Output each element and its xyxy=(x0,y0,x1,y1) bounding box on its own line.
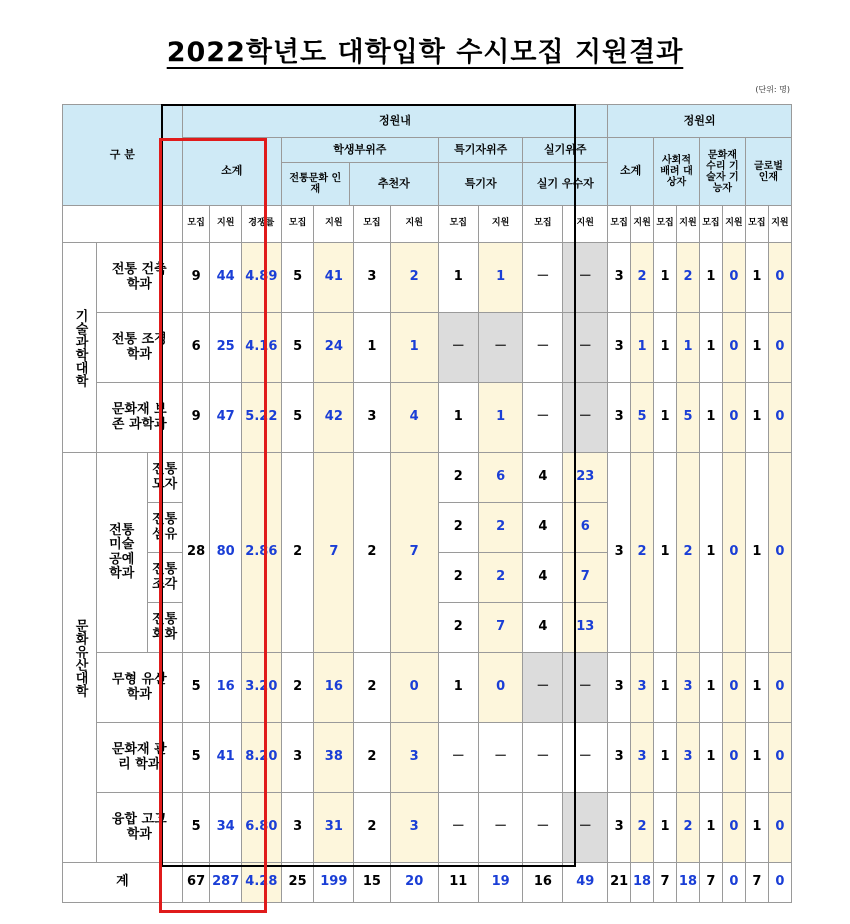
college-tech: 기술과학대학 xyxy=(63,243,97,453)
table-cell: 1 xyxy=(438,383,478,453)
table-cell: 1 xyxy=(745,313,768,383)
table-cell: 21 xyxy=(608,863,631,903)
table-cell: 5 xyxy=(677,383,700,453)
table-cell: 1 xyxy=(654,243,677,313)
table-cell: 49 xyxy=(563,863,608,903)
table-cell: － xyxy=(523,383,563,453)
table-row xyxy=(63,653,792,723)
table-cell: 1 xyxy=(745,243,768,313)
header-row-units xyxy=(63,206,792,243)
table-cell: 11 xyxy=(438,863,478,903)
unit-label: (단위: 명) xyxy=(755,85,790,94)
table-cell: 2 xyxy=(281,653,314,723)
header-student-record-group xyxy=(281,138,438,206)
table-cell: 42 xyxy=(314,383,354,453)
table-cell: 34 xyxy=(210,793,241,863)
table-cell: 1 xyxy=(699,653,722,723)
table-cell: 2 xyxy=(354,653,390,723)
header-out-subtotal: 소계 xyxy=(608,138,654,206)
table-cell: 6.80 xyxy=(241,793,281,863)
total-row xyxy=(63,863,792,903)
header-practical: 실기위주 xyxy=(523,138,607,163)
table-cell: 2 xyxy=(438,553,478,603)
table-cell: 2 xyxy=(390,243,438,313)
table-cell: 1 xyxy=(654,723,677,793)
table-cell: － xyxy=(563,383,608,453)
table-cell: 0 xyxy=(722,243,745,313)
table-cell: 1 xyxy=(478,243,523,313)
table-cell: 2 xyxy=(677,793,700,863)
dept-name: 문화재 관리 학과 xyxy=(96,723,182,793)
table-cell: 4 xyxy=(523,553,563,603)
table-cell: 5.22 xyxy=(241,383,281,453)
col-apply: 지원 xyxy=(631,206,654,243)
table-cell: 7 xyxy=(563,553,608,603)
table-cell: 1 xyxy=(699,793,722,863)
table-cell: 0 xyxy=(722,313,745,383)
table-cell: 2 xyxy=(631,453,654,653)
table-cell: 3 xyxy=(354,243,390,313)
header-gubun: 구 분 xyxy=(63,105,183,206)
header-talent: 특기자 xyxy=(464,176,497,190)
table-cell: 0 xyxy=(390,653,438,723)
table-cell: 41 xyxy=(210,723,241,793)
table-cell: 2 xyxy=(354,723,390,793)
table-cell: 1 xyxy=(354,313,390,383)
header-subtotal: 소계 xyxy=(182,138,281,206)
table-cell: 1 xyxy=(390,313,438,383)
table-cell: 6 xyxy=(478,453,523,503)
table-cell: 18 xyxy=(631,863,654,903)
table-cell: 0 xyxy=(768,383,791,453)
header-blank xyxy=(63,206,183,243)
table-cell: 5 xyxy=(182,723,210,793)
table-row xyxy=(63,383,792,453)
table-cell: 0 xyxy=(768,793,791,863)
table-cell: 1 xyxy=(745,383,768,453)
dept-name: 문화재 보존 과학과 xyxy=(96,383,182,453)
header-trad-culture: 전통문화 인재 xyxy=(282,163,350,205)
table-cell: 0 xyxy=(722,383,745,453)
header-practical-top: 실기 우수자 xyxy=(536,176,594,190)
table-row xyxy=(63,313,792,383)
col-recruit: 모집 xyxy=(654,206,677,243)
col-apply: 지원 xyxy=(722,206,745,243)
table-cell: － xyxy=(438,313,478,383)
col-apply: 지원 xyxy=(478,206,523,243)
table-cell: 1 xyxy=(654,793,677,863)
table-cell: － xyxy=(523,243,563,313)
table-cell: 3 xyxy=(281,793,314,863)
page-title-text: 2022학년도 대학입학 수시모집 지원결과 xyxy=(166,37,684,68)
table-cell: 2 xyxy=(438,503,478,553)
table-cell: 16 xyxy=(523,863,563,903)
table-cell: 3 xyxy=(677,653,700,723)
table-cell: 1 xyxy=(745,453,768,653)
table-cell: 3 xyxy=(281,723,314,793)
col-recruit: 모집 xyxy=(438,206,478,243)
table-cell: 2 xyxy=(478,553,523,603)
dept-name: 무형 유산 학과 xyxy=(96,653,182,723)
table-cell: 1 xyxy=(631,313,654,383)
table-cell: 3 xyxy=(608,723,631,793)
table-cell: 7 xyxy=(654,863,677,903)
header-special-talent-group xyxy=(438,138,523,206)
col-ratio: 경쟁률 xyxy=(241,206,281,243)
table-cell: 1 xyxy=(654,653,677,723)
col-apply: 지원 xyxy=(563,206,608,243)
table-cell: 1 xyxy=(699,383,722,453)
table-cell: 1 xyxy=(438,243,478,313)
table-cell: 3 xyxy=(608,453,631,653)
table-cell: 9 xyxy=(182,383,210,453)
table-cell: 7 xyxy=(478,603,523,653)
table-cell: 4 xyxy=(523,453,563,503)
table-cell: 25 xyxy=(281,863,314,903)
sub-major: 전통 섬유 xyxy=(147,503,182,553)
table-row xyxy=(63,243,792,313)
table-cell: 3.20 xyxy=(241,653,281,723)
table-cell: 0 xyxy=(722,653,745,723)
table-cell: 0 xyxy=(722,863,745,903)
table-cell: － xyxy=(438,723,478,793)
table-cell: 199 xyxy=(314,863,354,903)
table-cell: 1 xyxy=(745,653,768,723)
table-cell: － xyxy=(523,313,563,383)
table-cell: 0 xyxy=(768,653,791,723)
table-cell: 4 xyxy=(523,503,563,553)
table-cell: 16 xyxy=(314,653,354,723)
table-cell: 1 xyxy=(654,313,677,383)
table-cell: 0 xyxy=(768,453,791,653)
sub-major: 전통 조각 xyxy=(147,553,182,603)
header-heritage-tech: 문화재 수리 기술자 기능자 xyxy=(699,138,745,206)
table-cell: 7 xyxy=(745,863,768,903)
table-cell: 3 xyxy=(608,793,631,863)
header-social: 사회적 배려 대상자 xyxy=(654,138,700,206)
header-inside: 정원내 xyxy=(182,105,607,138)
table-cell: 3 xyxy=(677,723,700,793)
table-cell: 7 xyxy=(699,863,722,903)
table-cell: 0 xyxy=(478,653,523,723)
col-apply: 지원 xyxy=(677,206,700,243)
table-cell: 3 xyxy=(390,793,438,863)
dept-name: 전통 조경 학과 xyxy=(96,313,182,383)
table-cell: 5 xyxy=(281,313,314,383)
table-cell: － xyxy=(438,793,478,863)
table-cell: － xyxy=(523,653,563,723)
table-cell: 7 xyxy=(390,453,438,653)
table-cell: 3 xyxy=(390,723,438,793)
table-cell: 2 xyxy=(438,453,478,503)
table-cell: 18 xyxy=(677,863,700,903)
table-cell: 2 xyxy=(631,793,654,863)
header-student-record: 학생부위주 xyxy=(282,138,438,163)
table-cell: 2 xyxy=(281,453,314,653)
header-global: 글로벌 인재 xyxy=(745,138,791,206)
table-cell: 6 xyxy=(563,503,608,553)
table-cell: － xyxy=(563,793,608,863)
table-cell: 67 xyxy=(182,863,210,903)
table-cell: 0 xyxy=(722,723,745,793)
table-cell: 1 xyxy=(699,243,722,313)
table-cell: 2 xyxy=(677,453,700,653)
total-label: 계 xyxy=(63,863,183,903)
table-cell: 0 xyxy=(722,793,745,863)
table-cell: 4 xyxy=(390,383,438,453)
table-cell: 25 xyxy=(210,313,241,383)
table-cell: 44 xyxy=(210,243,241,313)
table-cell: 1 xyxy=(745,723,768,793)
table-cell: － xyxy=(478,313,523,383)
table-cell: 19 xyxy=(478,863,523,903)
table-cell: 1 xyxy=(654,453,677,653)
col-recruit: 모집 xyxy=(182,206,210,243)
header-practical-group xyxy=(523,138,608,206)
table-cell: － xyxy=(563,723,608,793)
table-cell: － xyxy=(478,723,523,793)
table-cell: 1 xyxy=(699,313,722,383)
sub-major: 전통 회화 xyxy=(147,603,182,653)
table-cell: 0 xyxy=(768,723,791,793)
table-cell: 4.28 xyxy=(241,863,281,903)
dept-name: 전통 건축 학과 xyxy=(96,243,182,313)
col-recruit: 모집 xyxy=(745,206,768,243)
table-cell: 1 xyxy=(699,723,722,793)
table-cell: 3 xyxy=(354,383,390,453)
table-cell: 2 xyxy=(354,453,390,653)
table-cell: 16 xyxy=(210,653,241,723)
table-cell: 4.89 xyxy=(241,243,281,313)
table-cell: － xyxy=(523,723,563,793)
table-cell: 2 xyxy=(631,243,654,313)
table-cell: 1 xyxy=(654,383,677,453)
table-cell: 5 xyxy=(182,793,210,863)
col-apply: 지원 xyxy=(768,206,791,243)
table-cell: 9 xyxy=(182,243,210,313)
table-cell: 1 xyxy=(745,793,768,863)
col-apply: 지원 xyxy=(210,206,241,243)
table-cell: 24 xyxy=(314,313,354,383)
table-cell: 1 xyxy=(699,453,722,653)
table-cell: 1 xyxy=(677,313,700,383)
table-cell: 5 xyxy=(182,653,210,723)
table-cell: 4.16 xyxy=(241,313,281,383)
table-cell: 287 xyxy=(210,863,241,903)
table-cell: 20 xyxy=(390,863,438,903)
table-cell: － xyxy=(563,243,608,313)
header-recommend: 추천자 xyxy=(377,176,410,190)
table-cell: 41 xyxy=(314,243,354,313)
col-recruit: 모집 xyxy=(699,206,722,243)
table-cell: 15 xyxy=(354,863,390,903)
dept-name: 전통 미술 공예 학과 xyxy=(96,453,147,653)
table-cell: 5 xyxy=(631,383,654,453)
page-title xyxy=(0,30,850,69)
table-cell: 13 xyxy=(563,603,608,653)
table-cell: 0 xyxy=(722,453,745,653)
table-cell: 7 xyxy=(314,453,354,653)
header-special-talent: 특기자위주 xyxy=(439,138,523,163)
table-cell: 0 xyxy=(768,863,791,903)
table-row xyxy=(63,723,792,793)
table-cell: 3 xyxy=(631,653,654,723)
table-cell: 6 xyxy=(182,313,210,383)
col-recruit: 모집 xyxy=(608,206,631,243)
table-row xyxy=(63,453,792,503)
dept-name: 융합 고고 학과 xyxy=(96,793,182,863)
col-apply: 지원 xyxy=(390,206,438,243)
table-cell: 5 xyxy=(281,383,314,453)
col-recruit: 모집 xyxy=(354,206,390,243)
table-cell: － xyxy=(523,793,563,863)
col-recruit: 모집 xyxy=(523,206,563,243)
table-cell: 2 xyxy=(478,503,523,553)
table-cell: 2 xyxy=(677,243,700,313)
table-cell: 3 xyxy=(608,313,631,383)
table-cell: 2 xyxy=(438,603,478,653)
table-cell: 3 xyxy=(631,723,654,793)
table-cell: 80 xyxy=(210,453,241,653)
table-cell: 3 xyxy=(608,653,631,723)
table-cell: 28 xyxy=(182,453,210,653)
college-heritage: 문화유산대학 xyxy=(63,453,97,863)
table-cell: 2.86 xyxy=(241,453,281,653)
table-cell: － xyxy=(563,313,608,383)
table-cell: 31 xyxy=(314,793,354,863)
col-apply: 지원 xyxy=(314,206,354,243)
table-cell: 0 xyxy=(768,313,791,383)
admission-results-table xyxy=(62,104,792,903)
table-cell: 1 xyxy=(478,383,523,453)
table-cell: 5 xyxy=(281,243,314,313)
table-row xyxy=(63,793,792,863)
table-cell: 4 xyxy=(523,603,563,653)
table-cell: 47 xyxy=(210,383,241,453)
table-cell: 1 xyxy=(438,653,478,723)
table-cell: － xyxy=(563,653,608,723)
table-cell: 0 xyxy=(768,243,791,313)
table-cell: 3 xyxy=(608,243,631,313)
table-cell: 8.20 xyxy=(241,723,281,793)
table-cell: 23 xyxy=(563,453,608,503)
header-outside: 정원외 xyxy=(608,105,792,138)
sub-major: 전통 도자 xyxy=(147,453,182,503)
col-recruit: 모집 xyxy=(281,206,314,243)
table-cell: 3 xyxy=(608,383,631,453)
table-cell: 2 xyxy=(354,793,390,863)
table-cell: － xyxy=(478,793,523,863)
table-cell: 38 xyxy=(314,723,354,793)
